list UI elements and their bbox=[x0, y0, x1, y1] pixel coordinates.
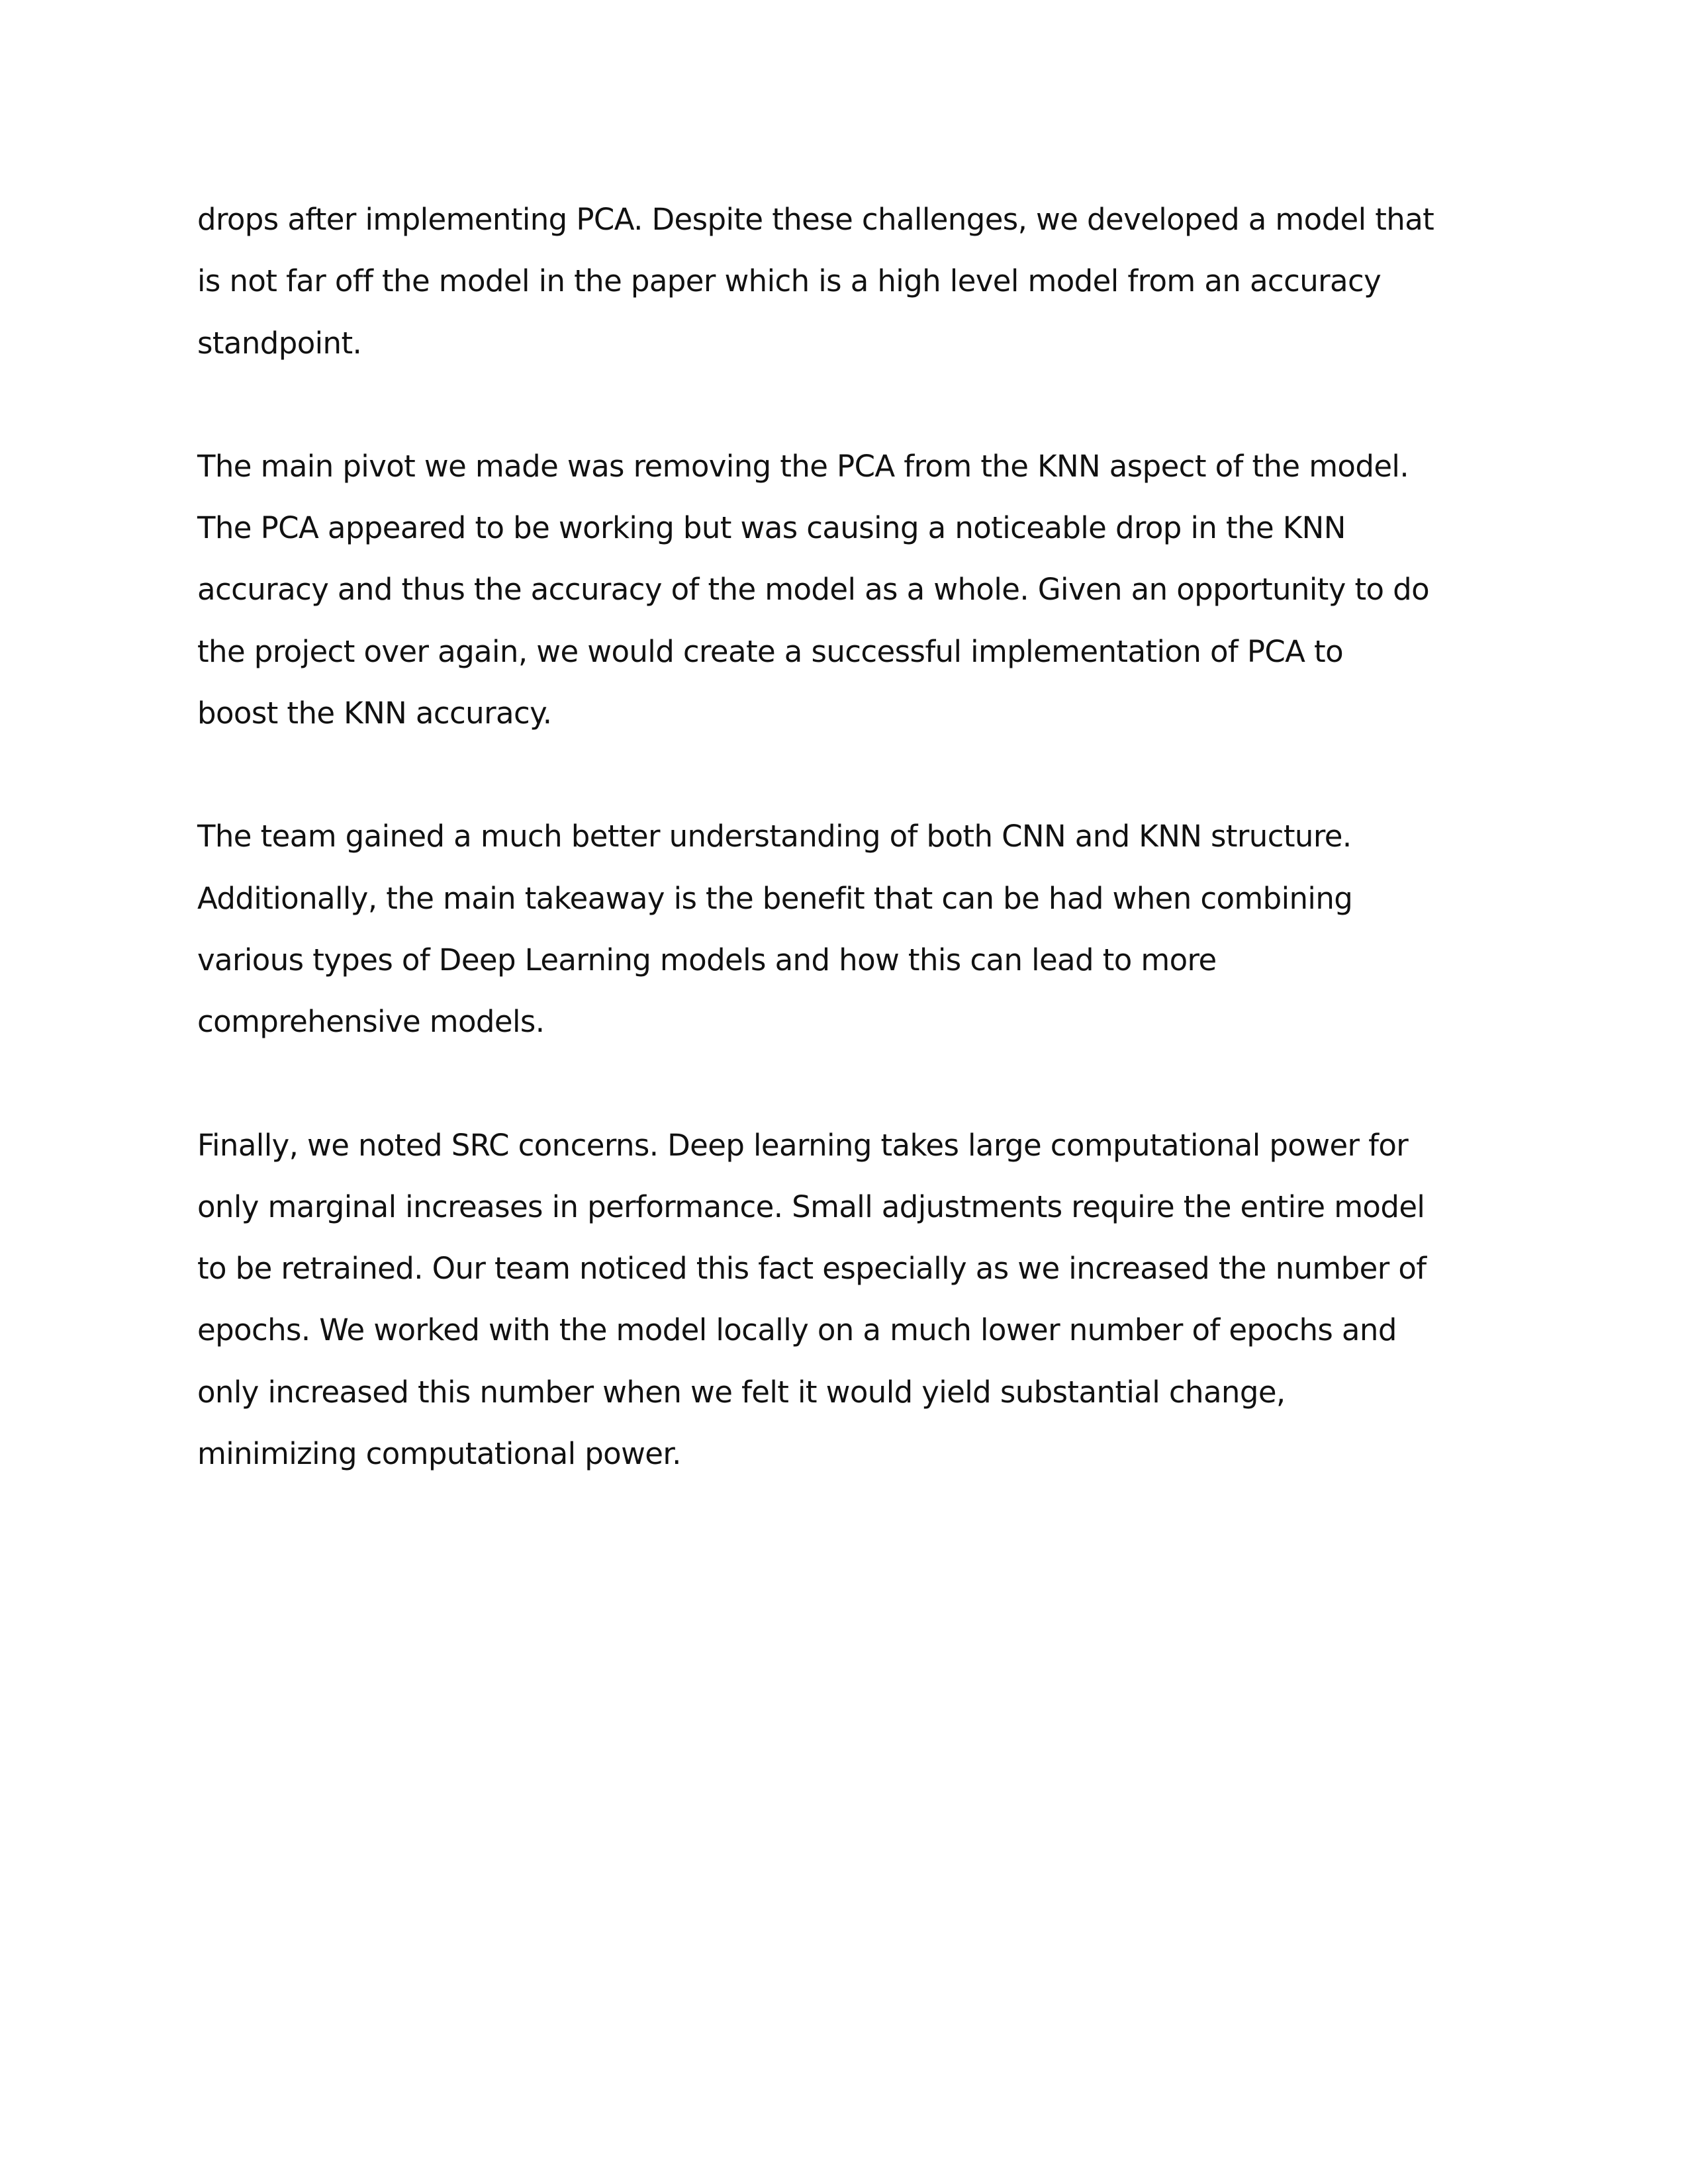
text-line: The main pivot we made was removing the PCA from the KNN aspect of the model. bbox=[197, 448, 1409, 484]
text-line: The PCA appeared to be working but was causing a noticeable drop in the KNN bbox=[197, 510, 1346, 546]
text-line: The team gained a much better understanding of both CNN and KNN structure. bbox=[197, 819, 1352, 854]
text-line: boost the KNN accuracy. bbox=[197, 696, 552, 731]
paragraph-pca-results bbox=[197, 189, 1508, 374]
text-line: minimizing computational power. bbox=[197, 1436, 681, 1472]
text-line: is not far off the model in the paper which is a high level model from an accuracy bbox=[197, 263, 1382, 299]
text-line: accuracy and thus the accuracy of the model as a whole. Given an opportunity to do bbox=[197, 572, 1430, 608]
document-page bbox=[197, 189, 1508, 1546]
text-line: only increased this number when we felt it would yield substantial change, bbox=[197, 1374, 1286, 1410]
paragraph-src-concerns bbox=[197, 1115, 1508, 1485]
text-line: comprehensive models. bbox=[197, 1004, 545, 1040]
paragraph-main-pivot bbox=[197, 435, 1508, 744]
text-line: only marginal increases in performance. Small adjustments require the entire model bbox=[197, 1189, 1425, 1224]
text-line: epochs. We worked with the model locally on a much lower number of epochs and bbox=[197, 1312, 1397, 1348]
paragraph-team-takeaway bbox=[197, 805, 1508, 1052]
text-line: Finally, we noted SRC concerns. Deep learning takes large computational power for bbox=[197, 1127, 1409, 1163]
text-line: standpoint. bbox=[197, 325, 362, 361]
text-line: the project over again, we would create a successful implementation of PCA to bbox=[197, 633, 1344, 669]
text-line: drops after implementing PCA. Despite these challenges, we developed a model that bbox=[197, 202, 1434, 237]
text-line: Additionally, the main takeaway is the benefit that can be had when combining bbox=[197, 880, 1353, 916]
text-line: to be retrained. Our team noticed this fact especially as we increased the number of bbox=[197, 1251, 1427, 1287]
text-line: various types of Deep Learning models and how this can lead to more bbox=[197, 942, 1217, 978]
